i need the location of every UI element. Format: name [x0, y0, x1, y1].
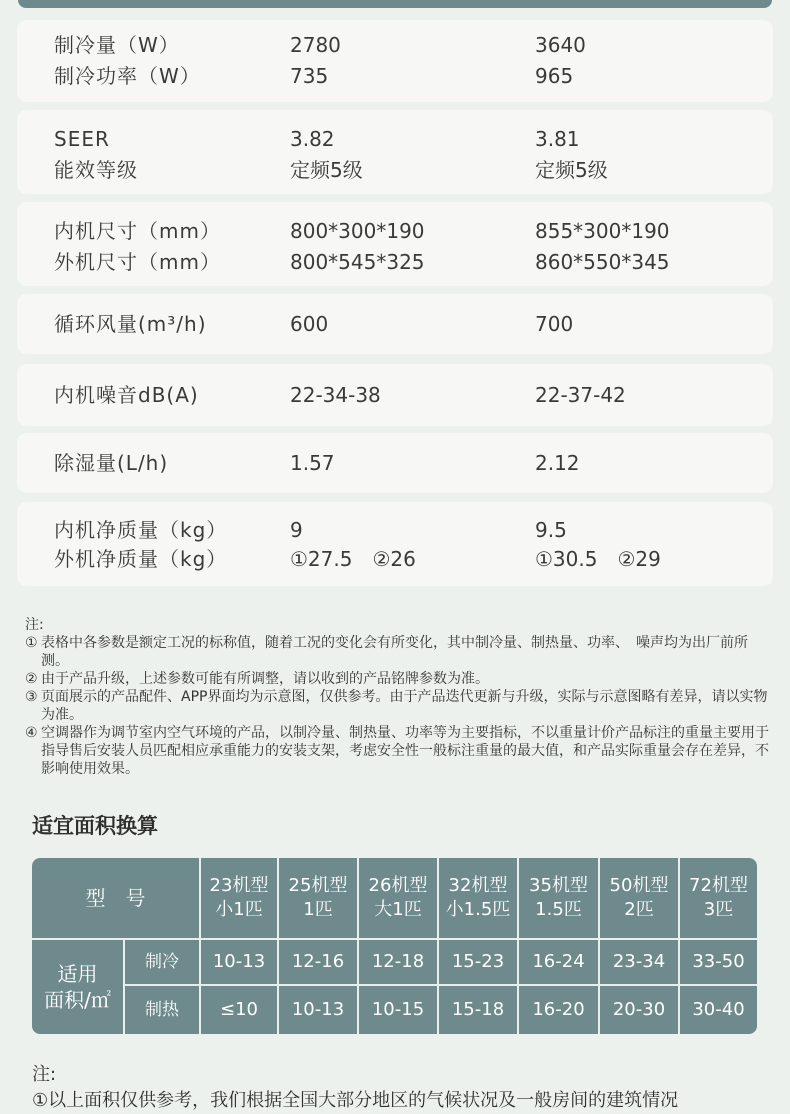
note-text: 由于产品升级，上述参数可能有所调整，请以收到的产品铭牌参数为准。 — [41, 671, 489, 687]
spec-value-1: 1.57 — [290, 451, 335, 475]
spec-label: 除湿量(L/h) — [54, 451, 169, 475]
spec-value-1: 800*300*190 — [290, 219, 425, 243]
spec-value-2: 9.5 — [535, 518, 567, 542]
model-header-cell — [680, 858, 757, 938]
area-table — [32, 858, 757, 1034]
spec-card-noise — [17, 364, 773, 426]
model-header-cell — [359, 858, 437, 938]
note-item — [25, 724, 775, 778]
heating-value: 10-13 — [291, 999, 345, 1020]
spec-value-1: 9 — [290, 518, 303, 542]
model-header-cell — [279, 858, 357, 938]
spec-value-2: 22-37-42 — [535, 383, 626, 407]
top-header-bar — [18, 0, 772, 8]
model-power: 1.5匹 — [535, 899, 582, 920]
spec-value-1: 2780 — [290, 33, 341, 57]
spec-value-2: 860*550*345 — [535, 250, 670, 274]
spec-value-1: 600 — [290, 312, 329, 336]
note-text: 表格中各参数是额定工况的标称值，随着工况的变化会有所变化，其中制冷量、制热量、功率、 噪声均为出厂前所测。 — [41, 635, 748, 669]
model-name: 23机型 — [209, 875, 269, 896]
model-header — [32, 858, 199, 938]
model-header-cell — [439, 858, 517, 938]
area-section-title: 适宜面积换算 — [32, 814, 158, 838]
spec-value-1: 735 — [290, 64, 329, 88]
model-name: 72机型 — [689, 875, 748, 896]
note-item — [25, 670, 775, 688]
cooling-value: 12-18 — [371, 951, 425, 972]
spec-value-1: 3.82 — [290, 127, 335, 151]
spec-label: 能效等级 — [54, 158, 138, 182]
spec-card-dehumidify — [17, 433, 773, 493]
spec-value-1: ①27.5 ②26 — [290, 547, 416, 571]
note-number: ② — [25, 671, 38, 687]
area-notes-line: ①以上面积仅供参考，我们根据全国大部分地区的气候状况及一般房间的建筑情况 — [32, 1090, 679, 1111]
note-text: 页面展示的产品配件、APP界面均为示意图，仅供参考。由于产品迭代更新与升级，实际与示意图略有差异，请以实物为准。 — [41, 689, 768, 723]
spec-value-2: 3640 — [535, 33, 586, 57]
spec-card-weight — [17, 502, 773, 586]
spec-row — [17, 30, 773, 60]
cooling-value: 16-24 — [532, 951, 585, 972]
heating-value: ≤10 — [220, 999, 258, 1020]
model-header-cell — [519, 858, 598, 938]
spec-row — [17, 544, 773, 574]
area-notes-title: 注: — [32, 1064, 57, 1085]
model-power: 小1.5匹 — [445, 899, 511, 920]
model-name: 50机型 — [609, 875, 669, 896]
area-notes — [32, 1062, 772, 1114]
spec-label: 内机尺寸（mm） — [54, 219, 221, 243]
area-label — [32, 940, 123, 1034]
spec-row — [17, 309, 773, 339]
spec-value-1: 800*545*325 — [290, 250, 425, 274]
spec-value-2: 2.12 — [535, 451, 580, 475]
model-power: 3匹 — [703, 899, 734, 920]
spec-label: 外机尺寸（mm） — [54, 250, 221, 274]
note-item — [25, 688, 775, 724]
spec-card-dimensions — [17, 202, 773, 286]
model-power: 2匹 — [624, 899, 654, 920]
note-item — [25, 634, 775, 670]
spec-value-2: ①30.5 ②29 — [535, 547, 661, 571]
spec-notes — [25, 616, 775, 778]
spec-label: 制冷功率（W） — [54, 64, 201, 88]
spec-value-2: 3.81 — [535, 127, 580, 151]
spec-card-airflow — [17, 294, 773, 354]
cooling-value: 33-50 — [692, 951, 745, 972]
spec-row — [17, 380, 773, 410]
cooling-value: 23-34 — [612, 951, 666, 972]
model-power: 小1匹 — [215, 899, 263, 920]
spec-value-1: 定频5级 — [290, 158, 363, 182]
spec-label: SEER — [54, 127, 110, 151]
spec-card-efficiency — [17, 110, 773, 194]
row-label-heating — [125, 986, 199, 1034]
cooling-value: 12-16 — [291, 951, 345, 972]
spec-label: 内机噪音dB(A) — [54, 383, 199, 407]
spec-value-1: 22-34-38 — [290, 383, 381, 407]
model-header-cell — [201, 858, 277, 938]
spec-row — [17, 124, 773, 154]
model-power: 1匹 — [303, 899, 333, 920]
row-label-cooling — [125, 940, 199, 984]
cooling-value: 15-23 — [451, 951, 505, 972]
spec-row — [17, 448, 773, 478]
model-header-label: 型 号 — [85, 886, 146, 910]
heating-value: 10-15 — [371, 999, 425, 1020]
spec-row — [17, 515, 773, 545]
spec-label: 外机净质量（kg） — [54, 547, 228, 571]
spec-value-2: 855*300*190 — [535, 219, 670, 243]
model-name: 35机型 — [529, 875, 588, 896]
cooling-value: 10-13 — [212, 951, 266, 972]
note-number: ④ — [25, 725, 38, 741]
note-number: ① — [25, 635, 38, 651]
area-label-line2: 面积/㎡ — [44, 988, 111, 1012]
spec-label: 循环风量(m³/h) — [54, 312, 207, 336]
row-label-text: 制冷 — [145, 952, 179, 972]
spec-row — [17, 247, 773, 277]
spec-value-2: 700 — [535, 312, 574, 336]
spec-value-2: 965 — [535, 64, 574, 88]
notes-title: 注: — [25, 617, 44, 633]
spec-row — [17, 216, 773, 246]
model-header-cell — [600, 858, 678, 938]
spec-value-2: 定频5级 — [535, 158, 608, 182]
model-power: 大1匹 — [374, 899, 422, 920]
note-number: ③ — [25, 689, 38, 705]
heating-value: 30-40 — [692, 999, 745, 1020]
row-label-text: 制热 — [145, 1000, 179, 1020]
model-name: 32机型 — [448, 875, 508, 896]
spec-row — [17, 61, 773, 91]
spec-card-cooling — [17, 20, 773, 102]
spec-label: 制冷量（W） — [54, 33, 180, 57]
note-text: 空调器作为调节室内空气环境的产品，以制冷量、制热量、功率等为主要指标，不以重量计价产品标注的重量主要用于指导售后安装人员匹配相应承重能力的安装支架，考虑安全性一般标注重量的最大值，和产品实际重量会存在差异，不影响使用效果。 — [41, 725, 769, 777]
heating-value: 20-30 — [612, 999, 666, 1020]
model-name: 26机型 — [368, 875, 428, 896]
spec-row — [17, 155, 773, 185]
heating-value: 16-20 — [532, 999, 585, 1020]
spec-label: 内机净质量（kg） — [54, 518, 228, 542]
model-name: 25机型 — [288, 875, 348, 896]
heating-value: 15-18 — [451, 999, 505, 1020]
area-label-line1: 适用 — [57, 962, 98, 986]
